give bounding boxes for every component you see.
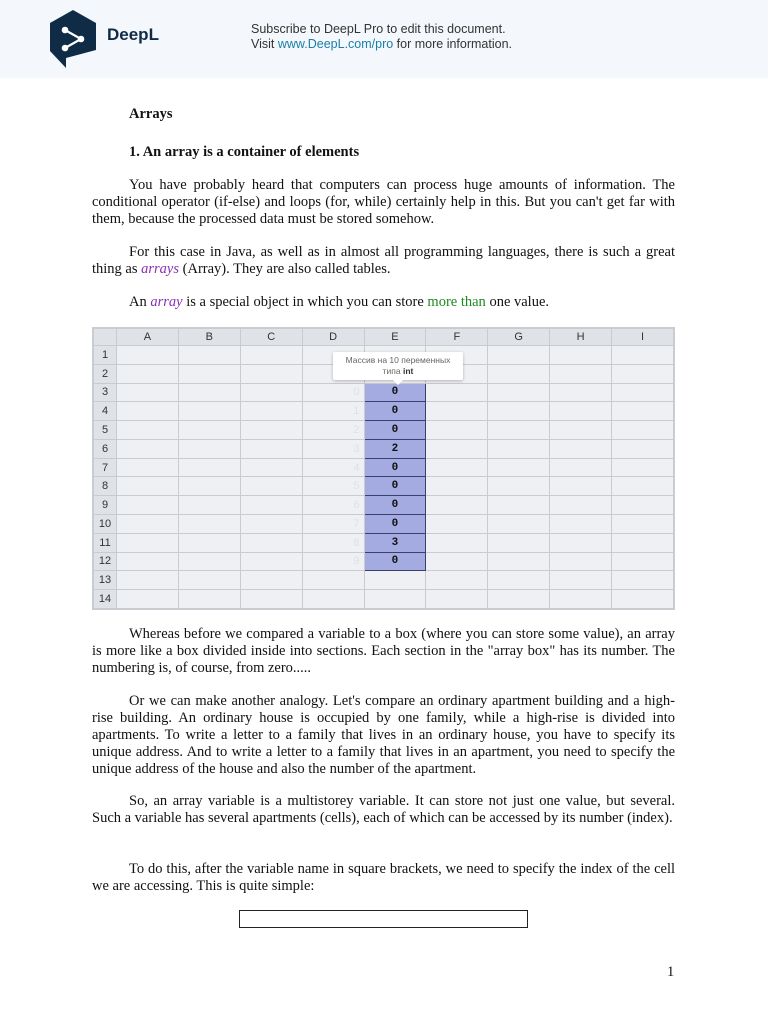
array-cell: 0 <box>364 477 426 496</box>
cell <box>178 458 240 477</box>
array-index: 3 <box>302 439 364 458</box>
array-cell: 0 <box>364 496 426 515</box>
cell <box>612 458 674 477</box>
array-cell: 0 <box>364 515 426 534</box>
array-cell: 0 <box>364 402 426 421</box>
cell <box>612 552 674 571</box>
sheet-row <box>94 439 674 458</box>
cell <box>426 477 488 496</box>
cell <box>178 346 240 365</box>
paragraph-5: Or we can make another analogy. Let's compare an ordinary apartment building and a high-rise building. An ordinary house is occupied by one family, while a high-rise is divided into apartments. To write a letter to a family that lives in an ordinary house, you have to specify its unique address. And to write a letter to a family that lives in an apartment, you need to specify the unique address of the house and also the number of the apartment. <box>92 693 675 777</box>
cell <box>612 346 674 365</box>
column-header: D <box>302 329 364 346</box>
section-heading: 1. An array is a container of elements <box>129 144 360 160</box>
cell <box>426 439 488 458</box>
cell <box>550 383 612 402</box>
cell <box>488 533 550 552</box>
cell <box>178 364 240 383</box>
cell <box>426 590 488 609</box>
cell <box>178 421 240 440</box>
sheet-row <box>94 402 674 421</box>
row-header: 14 <box>94 590 117 609</box>
cell <box>426 421 488 440</box>
cell <box>612 383 674 402</box>
cell <box>426 496 488 515</box>
cell <box>612 402 674 421</box>
tooltip-text: типа <box>382 366 403 376</box>
cell <box>117 552 179 571</box>
paragraph-6: So, an array variable is a multistorey variable. It can store not just one value, but several. Such a variable has several apartments (cells), each of which can be accessed by its number (index). <box>92 793 675 826</box>
sheet-row <box>94 590 674 609</box>
array-cell: 3 <box>364 533 426 552</box>
array-index: 4 <box>302 458 364 477</box>
deepl-banner <box>0 0 768 78</box>
cell <box>488 421 550 440</box>
cell <box>178 439 240 458</box>
cell <box>550 458 612 477</box>
array-cell: 2 <box>364 439 426 458</box>
cell <box>426 533 488 552</box>
row-header: 10 <box>94 515 117 534</box>
sheet-row <box>94 571 674 590</box>
array-index: 5 <box>302 477 364 496</box>
cell <box>240 477 302 496</box>
cell <box>488 439 550 458</box>
tooltip-line-1: Массив на 10 переменных <box>345 355 451 365</box>
paragraph-1: You have probably heard that computers can process huge amounts of information. The conditional operator (if-else) and loops (for, while) certainly help in this. But you can't get far with them, because the processed data must be stored somehow. <box>92 177 675 227</box>
row-header: 13 <box>94 571 117 590</box>
corner-cell <box>94 329 117 346</box>
cell <box>178 477 240 496</box>
document-title: Arrays <box>129 106 173 122</box>
text: An <box>129 294 151 310</box>
highlight-more-than: more than <box>427 294 486 310</box>
cell <box>178 402 240 421</box>
cell <box>488 552 550 571</box>
column-header: E <box>364 329 426 346</box>
code-example-box <box>239 910 528 928</box>
row-header: 1 <box>94 346 117 365</box>
cell <box>488 477 550 496</box>
sheet-row <box>94 515 674 534</box>
cell <box>117 402 179 421</box>
page-number: 1 <box>667 964 675 980</box>
array-tooltip <box>333 352 463 380</box>
cell <box>117 533 179 552</box>
cell <box>612 477 674 496</box>
cell <box>426 552 488 571</box>
cell <box>178 590 240 609</box>
cell <box>240 552 302 571</box>
cell <box>426 571 488 590</box>
array-cell: 0 <box>364 458 426 477</box>
array-index: 7 <box>302 515 364 534</box>
deepl-pro-link[interactable]: www.DeepL.com/pro <box>277 37 394 51</box>
row-header: 12 <box>94 552 117 571</box>
sheet-row <box>94 552 674 571</box>
cell <box>302 571 364 590</box>
cell <box>117 571 179 590</box>
sheet-row <box>94 383 674 402</box>
cell <box>117 458 179 477</box>
row-header: 2 <box>94 364 117 383</box>
array-index: 0 <box>302 383 364 402</box>
subscribe-notice <box>251 22 512 52</box>
cell <box>426 515 488 534</box>
text: (Array). They are also called tables. <box>179 261 391 277</box>
cell <box>117 477 179 496</box>
array-cell: 0 <box>364 552 426 571</box>
cell <box>426 383 488 402</box>
paragraph-2 <box>92 244 675 278</box>
deepl-logo-icon <box>48 10 98 68</box>
cell <box>117 383 179 402</box>
cell <box>178 383 240 402</box>
cell <box>488 590 550 609</box>
sheet-row <box>94 496 674 515</box>
column-header: A <box>117 329 179 346</box>
cell <box>550 571 612 590</box>
text: one value. <box>485 294 550 310</box>
cell <box>240 590 302 609</box>
sheet-row <box>94 477 674 496</box>
term-arrays: arrays <box>141 261 180 277</box>
cell <box>488 458 550 477</box>
cell <box>488 364 550 383</box>
cell <box>240 383 302 402</box>
cell <box>426 402 488 421</box>
cell <box>612 515 674 534</box>
cell <box>240 402 302 421</box>
paragraph-4: Whereas before we compared a variable to a box (where you can store some value), an array is more like a box divided inside into sections. Each section in the "array box" has its number. The numbering is, of course, from zero..... <box>92 626 675 676</box>
notice-suffix: for more information. <box>393 37 512 51</box>
row-header: 9 <box>94 496 117 515</box>
row-header: 5 <box>94 421 117 440</box>
term-array: array <box>150 294 183 310</box>
sheet-row <box>94 421 674 440</box>
cell <box>550 439 612 458</box>
cell <box>240 515 302 534</box>
cell <box>240 496 302 515</box>
column-header: I <box>612 329 674 346</box>
row-header: 3 <box>94 383 117 402</box>
cell <box>178 496 240 515</box>
cell <box>612 590 674 609</box>
cell <box>488 496 550 515</box>
cell <box>117 346 179 365</box>
cell <box>426 458 488 477</box>
array-index: 6 <box>302 496 364 515</box>
cell <box>488 346 550 365</box>
column-header-row <box>94 329 674 346</box>
cell <box>117 496 179 515</box>
cell <box>488 402 550 421</box>
cell <box>117 364 179 383</box>
cell <box>550 496 612 515</box>
notice-line-1: Subscribe to DeepL Pro to edit this document. <box>251 22 506 36</box>
array-index: 1 <box>302 402 364 421</box>
array-index: 8 <box>302 533 364 552</box>
cell <box>550 515 612 534</box>
cell <box>117 590 179 609</box>
cell <box>117 421 179 440</box>
column-header: C <box>240 329 302 346</box>
brand-name: DeepL <box>107 25 159 44</box>
text: is a special object in which you can store <box>182 294 428 310</box>
cell <box>550 552 612 571</box>
paragraph-7: To do this, after the variable name in square brackets, we need to specify the index of the cell we are accessing. This is quite simple: <box>92 861 675 894</box>
array-cell: 0 <box>364 383 426 402</box>
notice-prefix: Visit <box>251 37 278 51</box>
tooltip-type: int <box>402 366 414 376</box>
cell <box>550 477 612 496</box>
cell <box>240 533 302 552</box>
cell <box>612 533 674 552</box>
column-header: B <box>178 329 240 346</box>
row-header: 4 <box>94 402 117 421</box>
cell <box>178 533 240 552</box>
cell <box>240 458 302 477</box>
array-cell: 0 <box>364 421 426 440</box>
cell <box>240 571 302 590</box>
array-index: 2 <box>302 421 364 440</box>
cell <box>302 590 364 609</box>
cell <box>117 515 179 534</box>
sheet-row <box>94 533 674 552</box>
cell <box>550 421 612 440</box>
cell <box>488 515 550 534</box>
cell <box>178 552 240 571</box>
cell <box>240 439 302 458</box>
cell <box>488 571 550 590</box>
column-header: H <box>550 329 612 346</box>
cell <box>117 439 179 458</box>
paragraph-3 <box>92 294 675 311</box>
column-header: F <box>426 329 488 346</box>
cell <box>612 571 674 590</box>
text: For this case in Java, as well as in almost all programming languages, there is such a great thing as <box>92 244 675 277</box>
cell <box>550 364 612 383</box>
cell <box>550 346 612 365</box>
row-header: 6 <box>94 439 117 458</box>
cell <box>364 571 426 590</box>
row-header: 11 <box>94 533 117 552</box>
column-header: G <box>488 329 550 346</box>
sheet-row <box>94 458 674 477</box>
cell <box>612 364 674 383</box>
cell <box>612 421 674 440</box>
cell <box>612 496 674 515</box>
cell <box>612 439 674 458</box>
cell <box>240 364 302 383</box>
row-header: 8 <box>94 477 117 496</box>
cell <box>178 515 240 534</box>
cell <box>364 590 426 609</box>
cell <box>550 402 612 421</box>
cell <box>550 590 612 609</box>
cell <box>488 383 550 402</box>
cell <box>178 571 240 590</box>
cell <box>240 346 302 365</box>
cell <box>240 421 302 440</box>
cell <box>550 533 612 552</box>
array-index: 9 <box>302 552 364 571</box>
row-header: 7 <box>94 458 117 477</box>
